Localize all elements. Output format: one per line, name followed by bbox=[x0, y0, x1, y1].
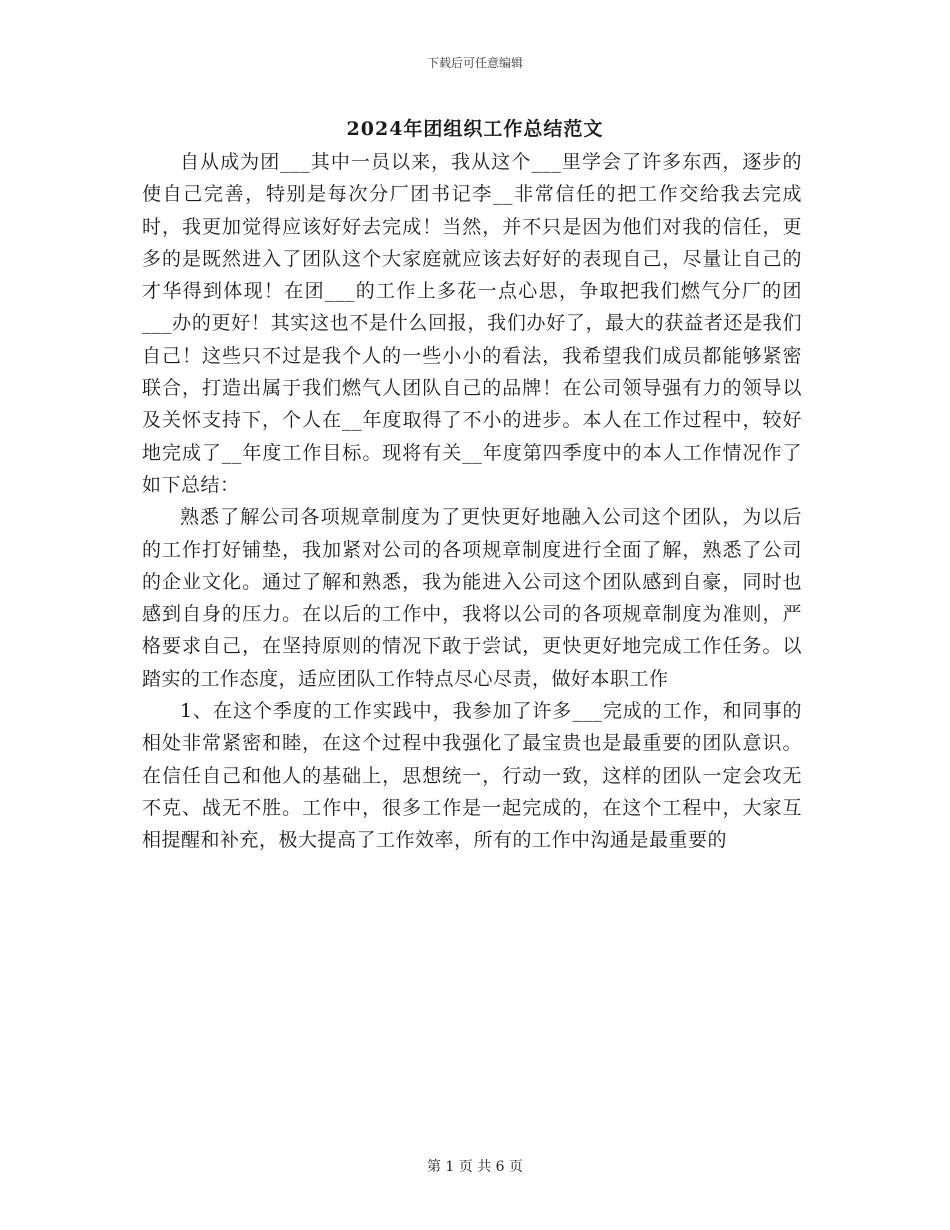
document-title: 2024年团组织工作总结范文 bbox=[346, 118, 604, 140]
document-body bbox=[142, 146, 802, 857]
paragraph-1: 自从成为团___其中一员以来，我从这个___里学会了许多东西，逐步的使自己完善，特别是每次分厂团书记李__非常信任的把工作交给我去完成时，我更加觉得应该好好去完成！当然，并不只是因为他们对我的信任，更多的是既然进入了团队这个大家庭就应该去好好的表现自己，尽量让自己的才华得到体现！在团___的工作上多花一点心思，争取把我们燃气分厂的团___办的更好！其实这也不是什么回报，我们办好了，最大的获益者还是我们自己！这些只不过是我个人的一些小小的看法，我希望我们成员都能够紧密联合，打造出属于我们燃气人团队自己的品牌！在公司领导强有力的领导以及关怀支持下，个人在__年度取得了不小的进步。本人在工作过程中，较好地完成了__年度工作目标。现将有关__年度第四季度中的本人工作情况作了如下总结： bbox=[142, 151, 802, 496]
header-note: 下载后可任意编辑 bbox=[426, 56, 523, 70]
page-footer: 第 1 页 共 6 页 bbox=[426, 1159, 524, 1175]
paragraph-3: 1、在这个季度的工作实践中，我参加了许多___完成的工作，和同事的相处非常紧密和睦，在这个过程中我强化了最宝贵也是最重要的团队意识。在信任自己和他人的基础上，思想统一，行动一致，这样的团队一定会攻无不克、战无不胜。工作中，很多工作是一起完成的，在这个工程中，大家互相提醒和补充，极大提高了工作效率，所有的工作中沟通是最重要的 bbox=[142, 700, 802, 852]
paragraph-2: 熟悉了解公司各项规章制度为了更快更好地融入公司这个团队，为以后的工作打好铺垫，我加紧对公司的各项规章制度进行全面了解，熟悉了公司的企业文化。通过了解和熟悉，我为能进入公司这个团队感到自豪，同时也感到自身的压力。在以后的工作中，我将以公司的各项规章制度为准则，严格要求自己，在坚持原则的情况下敢于尝试，更快更好地完成工作任务。以踏实的工作态度，适应团队工作特点尽心尽责，做好本职工作 bbox=[142, 506, 802, 690]
